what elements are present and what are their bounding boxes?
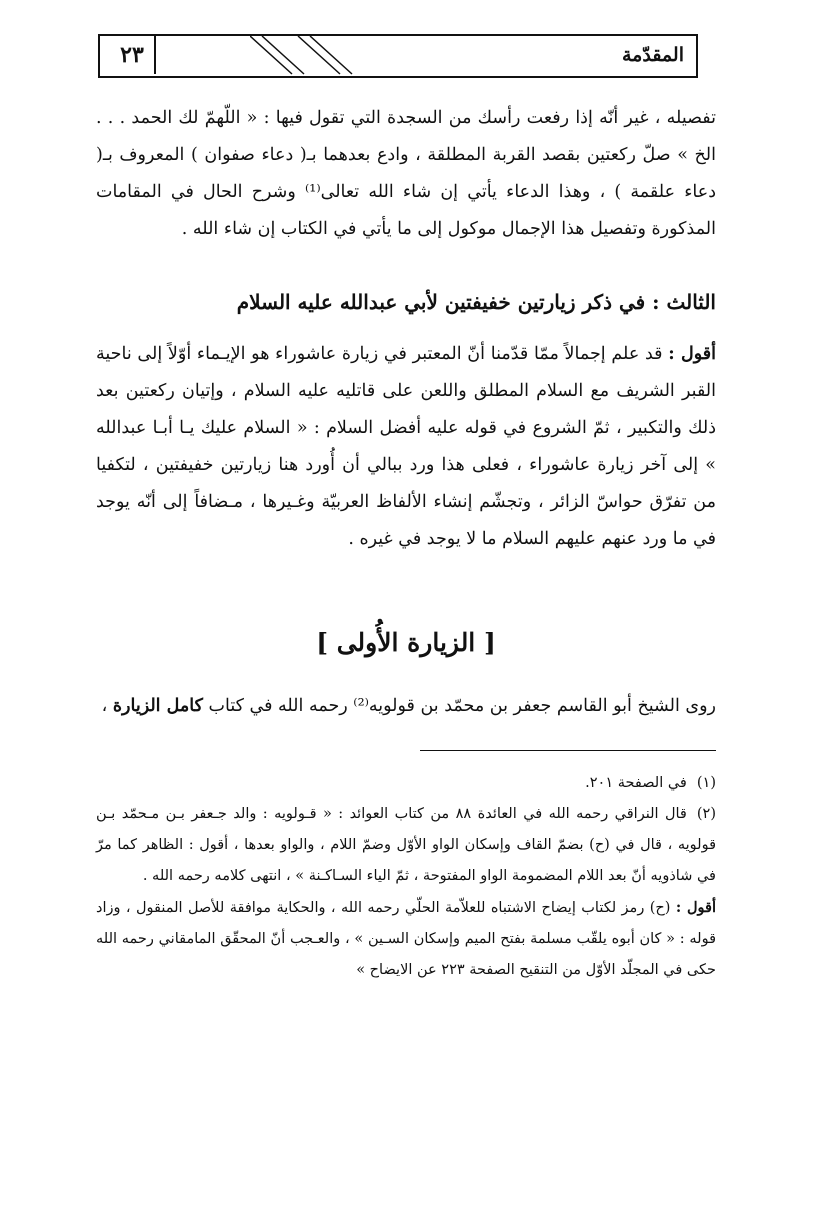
chapter-title: المقدّمة (621, 44, 684, 66)
footnote-1-number: (١) (696, 775, 716, 791)
footnote-1 (96, 768, 716, 799)
page-number: ٢٣ (110, 36, 156, 74)
book-title: كامل الزيارة (112, 696, 203, 716)
footnote-2-lead: أقول : (675, 899, 716, 916)
footnote-divider (420, 750, 716, 751)
section-paragraph-block (96, 336, 716, 558)
intro-paragraph: تفصيله ، غير أنّه إذا رفعت رأسك من السجدة التي تقول فيها : « اللّهمّ لك الحمد . . . الخ » صلّ ركعتين بقصد القربة المطلقة ، وادع بعدهما بـ( دعاء صفوان ) المعروف بـ( دعاء علقمة ) ، وهذا الدعاء يأتي إن شاء الله تعالى⁽¹⁾ وشرح الحال في المقامات المذكورة وتفصيل هذا الإجمال موكول إلى ما يأتي في الكتاب إن شاء الله . (96, 108, 716, 239)
section-heading: الثالث : في ذكر زيارتين خفيفتين لأبي عبدالله عليه السلام (236, 290, 716, 314)
footnotes (96, 768, 716, 986)
section-paragraph (96, 336, 716, 558)
footnote-2-cont-text: (ح) رمز لكتاب إيضاح الاشتباه للعلاّمة الحلّي رحمه الله ، والحكاية موافقة للأصل المنقول ، وزاد قوله : « كان أبوه يلقّب مسلمة بفتح الميم وإسكان السـين » ، والعـجب أنّ المحقّق المامقاني رحمه الله حكى في المجلّد الأوّل من التنقيح الصفحة ٢٢٣ عن الايضاح » (96, 900, 716, 978)
section-paragraph-text: قد علم إجمالاً ممّا قدّمنا أنّ المعتبر في زيارة عاشوراء هو الإيـماء أوّلاً إلى ناحية القبر الشريف مع السلام المطلق واللعن على قاتليه عليه السلام ، وإتيان ركعتين بعد ذلك والتكبير ، ثمّ الشروع في قوله عليه أفضل السلام : « السلام عليك يـا أبـا عبدالله » إلى آخر زيارة عاشوراء ، فعلى هذا ورد ببالي أن أُورد هنا زيارتين خفيفتين ، لتكفيا من تفرّق حواسّ الزائر ، وتجشّم إنشاء الألفاظ العربيّة وغـيرها ، مـضافاً إلى أنّه يوجد في ما ورد عنهم عليهم السلام ما لا يوجد في غيره . (96, 344, 716, 549)
footnote-2 (96, 799, 716, 892)
visit-one-line (96, 688, 716, 725)
header-ornament (250, 36, 390, 76)
section-lead: أقول : (668, 344, 716, 364)
footnote-2-number: (٢) (696, 806, 716, 822)
footnote-1-text: في الصفحة ٢٠١. (585, 775, 687, 791)
visit-one-post: ، (101, 696, 108, 716)
footnote-2-text: قال النراقي رحمه الله في العائدة ٨٨ من كتاب العوائد : « قـولويه : والد جـعفر بـن مـحمّد بـن قولويه ، قال في (ح) بضمّ القاف وإسكان الواو الأوّل وضمّ اللام ، والواو بعدها ، أقول : الظاهر كما مرّ في شاذويه أنّ بعد اللام المضمومة الواو المفتوحة ، ثمّ الياء السـاكـنة » ، انتهى كلامه رحمه الله . (96, 806, 716, 884)
page-header (98, 34, 698, 78)
visit-one-block (96, 688, 716, 725)
visit-one-heading: [ الزيارة الأُولى ] (316, 628, 496, 657)
footnote-2-continued (96, 892, 716, 986)
visit-one-pre: روى الشيخ أبو القاسم جعفر بن محمّد بن قولويه⁽²⁾ رحمه الله في كتاب (208, 696, 716, 716)
intro-paragraph-block (96, 100, 716, 248)
